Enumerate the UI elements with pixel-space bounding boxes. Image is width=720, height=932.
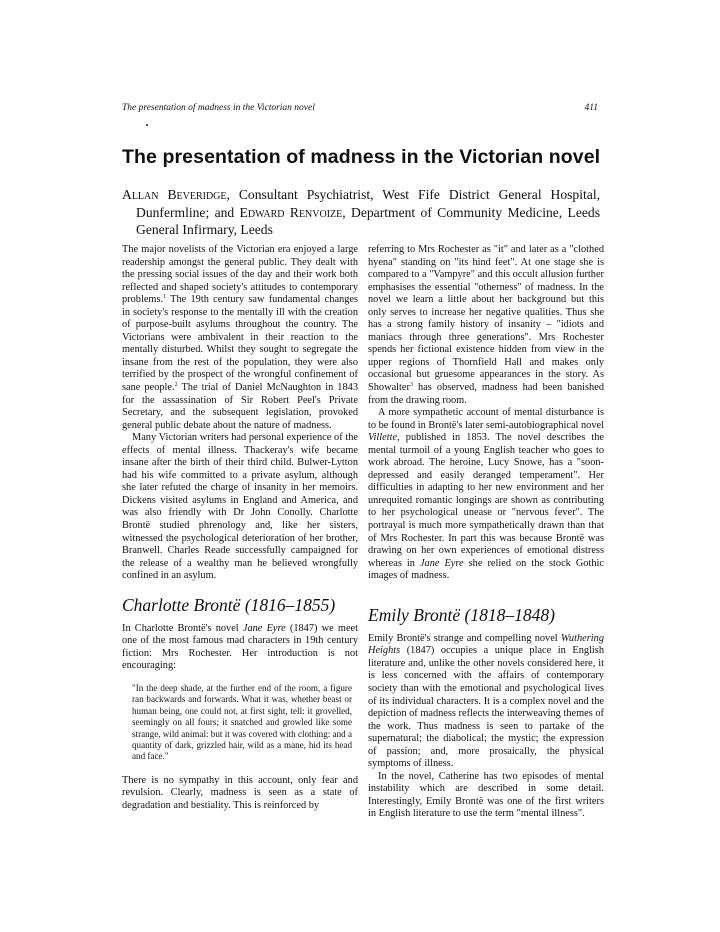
stray-dot [146, 124, 148, 126]
paragraph-rochester: referring to Mrs Rochester as "it" and later as a "clothed hyena" standing on "its hind feet". At one stage she is compared to a "Vampyre" and this occult allusion further emphasises the essential "otherness" of madness. In the novel we learn a little about her background but this only serves to increase her negative qualities. Thus she has a strong family history of insanity – "idiots and maniacs through three generations". Mrs Rochester spends her fictional existence hidden from view in the upper regions of Thornfield Hall and makes only occasional but gruesome appearances in the story. As Showalter$^3$ has observed, madness had been banished from the drawing room. [368, 244, 604, 406]
right-column [368, 244, 604, 821]
paragraph-intro: The major novelists of the Victorian era enjoyed a large readership amongst the general public. They dealt with the pressing social issues of the day and their work both reflected and shaped society's attitudes to contemporary problems.$^1$ The 19th century saw fundamental changes in society's response to the mentally ill with the creation of purpose-built asylums throughout the country. The Victorians were ambivalent in their reaction to the mentally disturbed. Whilst they sought to segregate the insane from the rest of the population, they were also terrified by the prospect of the wrongful confinement of sane people.$^2$ The trial of Daniel McNaughton in 1843 for the assassination of Sir Robert Peel's Private Secretary, and the subsequent legislation, provoked general public debate about the nature of madness. [122, 244, 358, 431]
paragraph-villette: A more sympathetic account of mental disturbance is to be found in Brontë's later semi-autobiographical novel Villette, published in 1853. The novel describes the mental turmoil of a young English teacher who goes to work abroad. The heroine, Lucy Snowe, has a "soon-depressed and easily deranged temperament". Her difficulties in adapting to her new environment and her unrequited romantic longings are shown as contributing to her psychological unease or "nervous fever". The portrayal is much more sympathetically drawn than that of Mrs Rochester. In part this was because Brontë was drawing on her own experiences of emotional distress whereas in Jane Eyre she relied on the stock Gothic images of madness. [368, 407, 604, 582]
running-head [122, 103, 598, 113]
paragraph-wuthering-heights: Emily Brontë's strange and compelling novel Wuthering Heights (1847) occupies a unique place in English literature and, unlike the other novels considered here, it is less concerned with the affairs of contemporary society than with the emotional and psychological lives of its individual characters. It is a complex novel and the depiction of madness reflects the interweaving themes of the work. Thus madness is seen to partake of the supernatural; the diabolical; the mystic; the expression of passion; and, more prosaically, the physical symptoms of illness. [368, 632, 604, 770]
author-line: Allan Beveridge, Consultant Psychiatrist, West Fife District General Hospital, Dunfermline; and Edward Renvoize, Department of Community Medicine, Leeds General Infirmary, Leeds [122, 187, 600, 238]
section-heading-charlotte: Charlotte Brontë (1816–1855) [122, 594, 336, 615]
section-heading-emily: Emily Brontë (1818–1848) [368, 604, 555, 625]
paragraph-catherine: In the novel, Catherine has two episodes of mental instability which are described in some detail. Interestingly, Emily Brontë was one of the first writers in English literature to use the term "mental illness". [368, 770, 604, 820]
block-quote: "In the deep shade, at the further end of the room, a figure ran backwards and forwards. What it was, whether beast or human being, one could not, at first sight, tell: it grovelled, seemingly on all fours; it snatched and growled like some strange, wild animal: but it was covered with clothing: and a quantity of dark, grizzled hair, wild as a mane, hid its head and face." [132, 682, 352, 762]
paragraph-sympathy: There is no sympathy in this account, only fear and revulsion. Clearly, madness is seen as a state of degradation and bestiality. This is reinforced by [122, 774, 358, 811]
article-title: The presentation of madness in the Victorian novel [122, 146, 601, 168]
left-column [122, 244, 358, 812]
paragraph-jane-eyre: In Charlotte Brontë's novel Jane Eyre (1847) we meet one of the most famous mad characters in 19th century fiction: Mrs Rochester. Her introduction is not encouraging: [122, 622, 358, 672]
running-head-title: The presentation of madness in the Victorian novel [122, 103, 315, 113]
page-number: 411 [584, 103, 598, 113]
paragraph-writers: Many Victorian writers had personal experience of the effects of mental illness. Thackeray's wife became insane after the birth of their third child. Bulwer-Lytton had his wife committed to a private asylum, although she later refuted the charge of insanity in her memoirs. Dickens visited asylums in England and America, and was also friendly with Dr John Conolly. Charlotte Brontë studied phrenology and, like her sisters, witnessed the psychological deterioration of her brother, Branwell. Charles Reade successfully campaigned for the release of a wealthy man he believed wrongfully confined in an asylum. [122, 432, 358, 582]
